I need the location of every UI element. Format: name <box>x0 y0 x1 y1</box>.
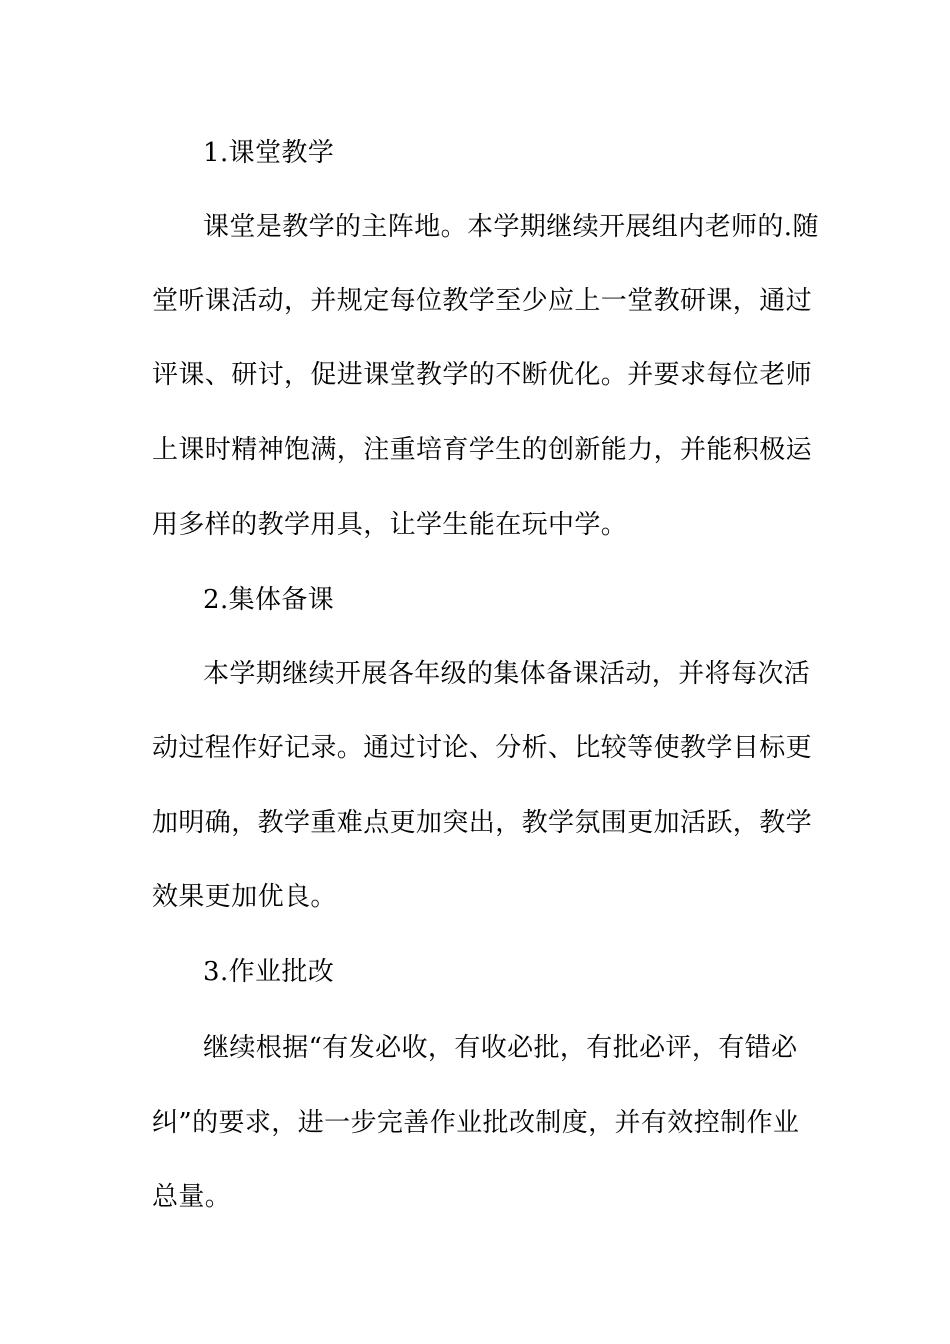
paragraph-line: 用多样的教学用具，让学生能在玩中学。 <box>152 510 628 540</box>
paragraph-line: 继续根据“有发必收，有收必批，有批必评，有错必 <box>203 1033 798 1063</box>
paragraph-line: 纠”的要求，进一步完善作业批改制度，并有效控制作业 <box>152 1108 800 1138</box>
paragraph-line: 加明确，教学重难点更加突出，教学氛围更加活跃，教学 <box>152 808 813 838</box>
section-heading-2: 2.集体备课 <box>203 585 335 615</box>
paragraph-line: 上课时精神饱满，注重培育学生的创新能力，并能积极运 <box>152 435 813 465</box>
paragraph-line: 本学期继续开展各年级的集体备课活动，并将每次活 <box>203 659 811 689</box>
paragraph-line: 堂听课活动，并规定每位教学至少应上一堂教研课，通过 <box>152 286 813 316</box>
paragraph-line: 总量。 <box>152 1182 232 1212</box>
section-heading-1: 1.课堂教学 <box>203 138 335 168</box>
paragraph-line: 评课、研讨，促进课堂教学的不断优化。并要求每位老师 <box>152 360 813 390</box>
section-heading-3: 3.作业批改 <box>203 957 335 987</box>
paragraph-line: 课堂是教学的主阵地。本学期继续开展组内老师的.随 <box>203 212 819 242</box>
paragraph-line: 动过程作好记录。通过讨论、分析、比较等使教学目标更 <box>152 733 813 763</box>
paragraph-line: 效果更加优良。 <box>152 882 337 912</box>
